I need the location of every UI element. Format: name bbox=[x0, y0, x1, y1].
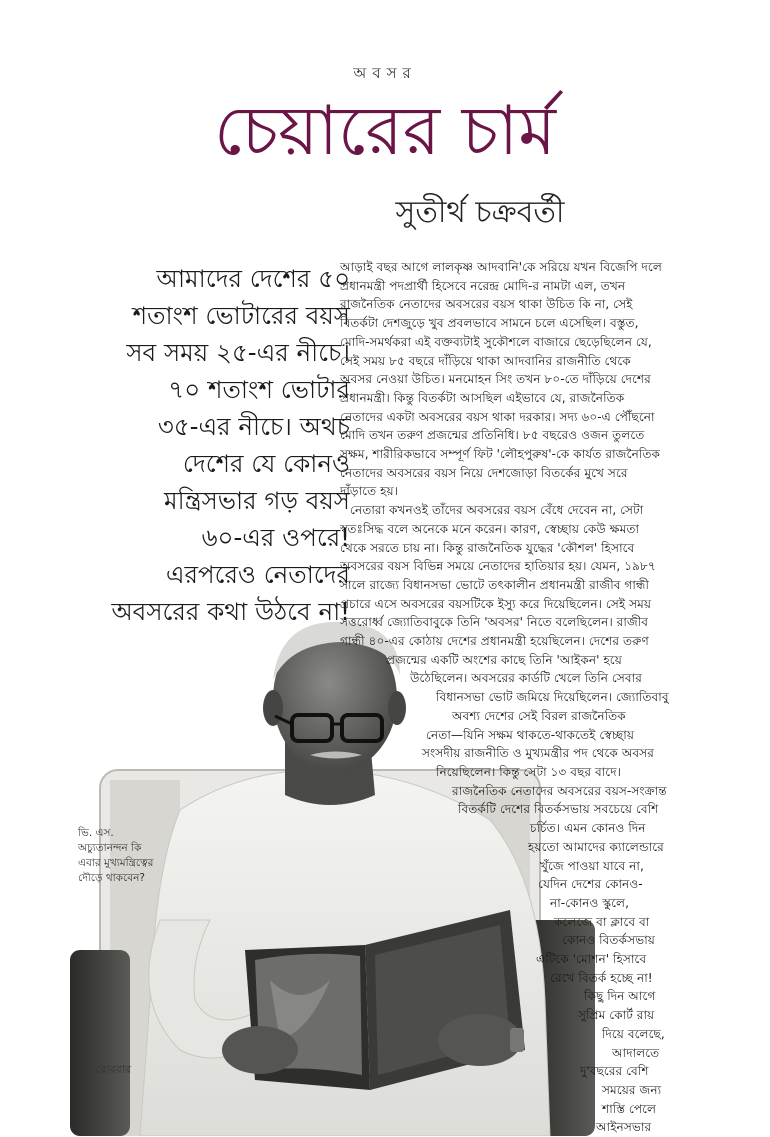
body-line: আদালতে bbox=[612, 1045, 660, 1060]
body-line: উঠেছিলেন। অবসরের কার্ডটি খেলে তিনি সেবার bbox=[410, 671, 642, 686]
caption-line: অচ্যুতানন্দন কি bbox=[78, 842, 142, 854]
pullquote-line: ৬০-এর ওপরে! bbox=[201, 523, 350, 552]
body-line: সক্ষম, শারীরিকভাবে সম্পূর্ণ ফিট 'লৌহপুরুষ'-কে কার্যত রাজনৈতিক bbox=[340, 447, 661, 462]
body-line: রেখে বিতর্ক হচ্ছে না! bbox=[550, 970, 653, 985]
body-line: না-কোনও স্কুলে, bbox=[550, 895, 629, 910]
body-line: কিছু দিন আগে bbox=[584, 989, 656, 1004]
body-line: প্রজন্মের একটি অংশের কাছে তিনি 'আইকন' হয়ে bbox=[386, 652, 622, 667]
article-title: চেয়ারের চার্ম bbox=[214, 92, 556, 171]
pullquote-line: অবসরের কথা উঠবে না! bbox=[111, 597, 350, 626]
body-line: বিতর্কটি দেশের বিতর্কসভায় সবচেয়ে বেশি bbox=[458, 802, 659, 817]
body-line: অবশ্য দেশের সেই বিরল রাজনৈতিক bbox=[452, 708, 626, 723]
body-line: সালে রাজ্যে বিধানসভা ভোটে তৎকালীন প্রধানমন্ত্রী রাজীব গান্ধী bbox=[340, 577, 650, 592]
photo-caption bbox=[78, 826, 170, 886]
article-author: সুতীর্থ চক্রবর্তী bbox=[395, 195, 565, 230]
page-number: ২০ bbox=[72, 1063, 87, 1076]
magazine-name: রোববার bbox=[95, 1063, 132, 1076]
body-line: রাজনৈতিক নেতাদের অবসরের বয়স-সংক্রান্ত bbox=[452, 783, 667, 798]
body-line: প্রধানমন্ত্রী পদপ্রার্থী হিসেবে নরেন্দ্র মোদি-র নামটা এল, তখন bbox=[340, 278, 626, 293]
section-label: অবসর bbox=[353, 64, 417, 82]
body-line: কোনও বিতর্কসভায় bbox=[562, 933, 655, 948]
body-line: মোদি তখন তরুণ প্রজন্মের প্রতিনিধি। ৮৫ বছরেও ওজন তুলতে bbox=[340, 428, 645, 443]
body-line: দু'বছরের বেশি bbox=[580, 1064, 649, 1079]
body-line: স্বতঃসিদ্ধ বলে অনেকে মনে করেন। কারণ, স্বেচ্ছায় কেউ ক্ষমতা bbox=[340, 521, 640, 536]
body-line: নেতা—যিনি সক্ষম থাকতে-থাকতেই স্বেচ্ছায় bbox=[426, 727, 635, 742]
page-footer bbox=[72, 1061, 137, 1080]
body-line: প্রধানমন্ত্রী। কিন্তু বিতর্কটা আসছিল এইভাবে যে, রাজনৈতিক bbox=[340, 390, 625, 405]
pullquote-line: মন্ত্রিসভার গড় বয়স bbox=[163, 486, 350, 515]
caption-line: এবার মুখ্যমন্ত্রিত্বের bbox=[78, 857, 154, 869]
body-line: নিয়েছিলেন। কিন্তু সেটা ১৩ বছর বাদে। bbox=[436, 764, 621, 779]
body-line: থেকে সরতে চায় না। কিন্তু রাজনৈতিক যুদ্ধের 'কৌশল' হিসাবে bbox=[340, 540, 635, 555]
body-line: হয়তো আমাদের ক্যালেন্ডারে bbox=[528, 839, 664, 854]
body-line: দিয়ে বলেছে, bbox=[602, 1026, 665, 1041]
body-line: আইনসভার bbox=[596, 1120, 652, 1135]
body-line: প্রচারে এসে অবসরের বয়সটিকে ইস্যু করে দিয়েছিলেন। সেই সময় bbox=[340, 596, 652, 611]
body-line: সময়ের জন্য bbox=[602, 1082, 662, 1097]
body-line: সেই সময় ৮৫ বছরে দাঁড়িয়ে থাকা আদবানির রাজনীতি থেকে bbox=[340, 353, 631, 368]
body-line: কলেজে বা ক্লাবে বা bbox=[554, 914, 650, 929]
body-text bbox=[340, 258, 710, 1137]
body-line: বিধানসভা ভোট জমিয়ে দিয়েছিলেন। জ্যোতিবাবু bbox=[436, 690, 669, 705]
pullquote-line: ৭০ শতাংশ ভোটার bbox=[168, 375, 350, 404]
pullquote-line: দেশের যে কোনও bbox=[182, 449, 350, 478]
body-line: সত্তরোর্ধ্ব জ্যোতিবাবুকে তিনি 'অবসর' নিতে বলেছিলেন। রাজীব bbox=[340, 615, 649, 630]
body-line: মোদি-সমর্থকরা এই বক্তব্যটাই সুকৌশলে বাজারে ছেড়েছিলেন যে, bbox=[340, 334, 652, 349]
body-line: অবসর নেওয়া উচিত। মনমোহন সিং তখন ৮০-তে দাঁড়িয়ে দেশের bbox=[340, 372, 651, 387]
body-line: সংসদীয় রাজনীতি ও মুখ্যমন্ত্রীর পদ থেকে অবসর bbox=[422, 746, 654, 761]
body-line: দাঁড়াতে হয়। bbox=[340, 484, 399, 499]
body-line: আড়াই বছর আগে লালকৃষ্ণ আদবানি'কে সরিয়ে যখন বিজেপি দলে bbox=[340, 260, 662, 274]
body-line: শাস্তি পেলে bbox=[602, 1101, 657, 1116]
body-line: এটিকে 'মোশন' হিসাবে bbox=[536, 952, 647, 967]
body-line: বিতর্কটা দেশজুড়ে খুব প্রবলভাবে সামনে চলে এসেছিল। বস্তুত, bbox=[340, 316, 639, 331]
body-line: খুঁজে পাওয়া যাবে না, bbox=[540, 858, 644, 873]
pullquote-line: সব সময় ২৫-এর নীচে। bbox=[126, 338, 350, 367]
body-line: রাজনৈতিক নেতাদের অবসরের বয়স থাকা উচিত কি না, সেই bbox=[340, 297, 633, 312]
pullquote bbox=[70, 260, 350, 630]
body-line: গান্ধী ৪০-এর কোঠায় দেশের প্রধানমন্ত্রী হয়েছিলেন। দেশের তরুণ bbox=[340, 634, 649, 649]
pullquote-line: এরপরেও নেতাদের bbox=[165, 560, 350, 589]
body-line: চর্চিত। এমন কোনও দিন bbox=[530, 821, 646, 836]
caption-line: দৌড়ে থাকবেন? bbox=[78, 872, 145, 884]
pullquote-line: আমাদের দেশের ৫০ bbox=[156, 264, 350, 293]
body-line: নেতারা কখনওই তাঁদের অবসরের বয়স বেঁধে দেবেন না, সেটা bbox=[350, 503, 644, 518]
pullquote-line: শতাংশ ভোটারের বয়স bbox=[132, 301, 350, 330]
caption-line: ভি. এস. bbox=[78, 827, 114, 839]
body-line: নেতাদের অবসরের বয়স নিয়ে দেশজোড়া বিতর্কের মুখে সরে bbox=[340, 465, 628, 480]
body-line: নেতাদের একটা অবসরের বয়স থাকা দরকার। সদ্য ৬০-এ পৌঁছনো bbox=[340, 409, 655, 424]
body-line: যেদিন দেশের কোনও- bbox=[538, 877, 643, 892]
pullquote-line: ৩৫-এর নীচে। অথচ bbox=[157, 412, 350, 441]
body-line: অবসরের বয়স বিভিন্ন সময়ে নেতাদের হাতিয়ার হয়। যেমন, ১৯৮৭ bbox=[340, 559, 656, 574]
body-line: সুপ্রিম কোর্ট রায় bbox=[578, 1008, 655, 1023]
